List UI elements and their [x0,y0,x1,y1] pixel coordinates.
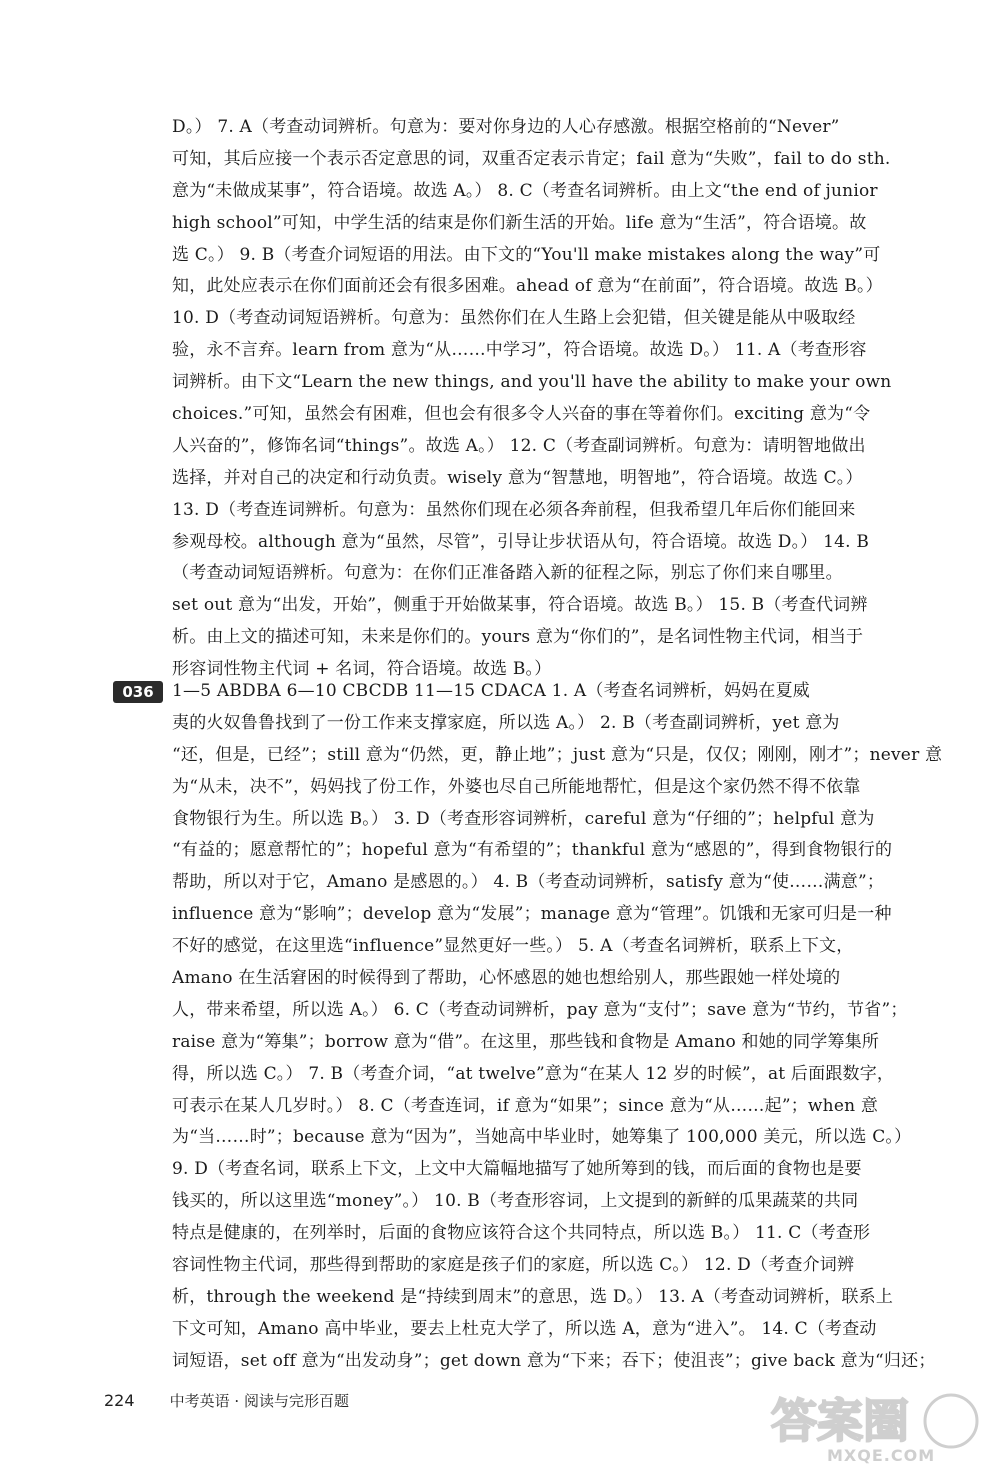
text-line: 人兴奋的”，修饰名词“things”。故选 A。） 12. C（考查副词辨析。句意为：请明智地做出 [172,435,866,456]
page-number: 224 [104,1391,135,1410]
text-line: 选择，并对自己的决定和行动负责。wisely 意为“智慧地，明智地”，符合语境。故选 C。） [172,467,863,488]
text-line: 可知，其后应接一个表示否定意思的词，双重否定表示肯定；fail 意为“失败”，fail to do sth. [172,148,891,169]
text-line: 知，此处应表示在你们面前还会有很多困难。ahead of 意为“在前面”，符合语境。故选 B。） [172,276,883,297]
text-line: 选 C。） 9. B（考查介词短语的用法。由下文的“You'll make mistakes along the way”可 [172,244,881,265]
text-line: 夷的火奴鲁鲁找到了一份工作来支撑家庭，所以选 A。） 2. B（考查副词辨析，yet 意为 [172,712,840,733]
text-line: 可表示在某人几岁时。） 8. C（考查连词，if 意为“如果”；since 意为“从……起”；when 意 [172,1095,879,1116]
text-line: 下文可知，Amano 高中毕业，要去上杜克大学了，所以选 A，意为“进入”。 14. C（考查动 [172,1318,877,1339]
text-line: raise 意为“筹集”；borrow 意为“借”。在这里，那些钱和食物是 Amano 和她的同学筹集所 [172,1031,880,1052]
answer-block-036 [172,676,942,1378]
section-badge: 036 [113,681,163,703]
text-line: “有益的；愿意帮忙的”；hopeful 意为“有希望的”；thankful 意为“感恩的”，得到食物银行的 [172,840,893,861]
text-line: 形容词性物主代词 + 名词，符合语境。故选 B。） [172,659,552,680]
watermark-logo [765,1385,985,1465]
text-line: set out 意为“出发，开始”，侧重于开始做某事，符合语境。故选 B。） 15. B（考查代词辨 [172,595,868,616]
watermark-url: MXQE.COM [827,1446,936,1465]
page-footer [104,1388,349,1414]
answer-block-035 [172,112,942,686]
text-line: Amano 在生活窘困的时候得到了帮助，心怀感恩的她也想给别人，那些跟她一样处境的 [172,968,841,989]
text-line: 钱买的，所以这里选“money”。） 10. B（考查形容词，上文提到的新鲜的瓜果蔬菜的共同 [172,1191,859,1212]
text-line: 词辨析。由下文“Learn the new things, and you'll have the ability to make your own [172,372,892,393]
text-line: D。） 7. A（考查动词辨析。句意为：要对你身边的人心存感激。根据空格前的“Never” [172,117,840,137]
text-line: 特点是健康的，在列举时，后面的食物应该符合这个共同特点，所以选 B。） 11. C（考查形 [172,1223,871,1244]
book-title: 中考英语 · 阅读与完形百题 [169,1392,349,1410]
text-line: 参观母校。although 意为“虽然，尽管”，引导让步状语从句，符合语境。故选 D。） 14. B [172,531,870,552]
text-line: 10. D（考查动词短语辨析。句意为：虽然你们在人生路上会犯错，但关键是能从中吸取经 [172,308,856,329]
text-line: 13. D（考查连词辨析。句意为：虽然你们现在必须各奔前程，但我希望几年后你们能回来 [172,499,856,520]
watermark-circle-icon [925,1395,977,1447]
text-line: 9. D（考查名词，联系上下文，上文中大篇幅地描写了她所筹到的钱，而后面的食物也是要 [172,1159,862,1180]
watermark-text: 答案圈 [771,1394,909,1448]
text-line: 人，带来希望，所以选 A。） 6. C（考查动词辨析，pay 意为“支付”；save 意为“节约，节省”； [172,999,908,1020]
text-line: 不好的感觉，在这里选“influence”显然更好一些。） 5. A（考查名词辨析，联系上下文， [172,936,854,957]
text-line: choices.”可知，虽然会有困难，但也会有很多令人兴奋的事在等着你们。exciting 意为“令 [172,404,871,425]
text-line: （考查动词短语辨析。句意为：在你们正准备踏入新的征程之际，别忘了你们来自哪里。 [172,563,843,584]
text-line: 1—5 ABDBA 6—10 CBCDB 11—15 CDACA 1. A（考查名词辨析，妈妈在夏威 [172,681,810,701]
text-line: 得，所以选 C。） 7. B（考查介词，“at twelve”意为“在某人 12 岁的时候”，at 后面跟数字， [172,1063,895,1084]
text-line: 为“当……时”；because 意为“因为”，当她高中毕业时，她筹集了 100,000 美元，所以选 C。） [172,1127,912,1148]
text-line: “还，但是，已经”；still 意为“仍然，更，静止地”；just 意为“只是，仅仅；刚刚，刚才”；never 意 [172,744,942,765]
text-line: 容词性物主代词，那些得到帮助的家庭是孩子们的家庭，所以选 C。） 12. D（考查介词辨 [172,1255,855,1276]
text-line: 食物银行为生。所以选 B。） 3. D（考查形容词辨析，careful 意为“仔细的”；helpful 意为 [172,808,875,829]
text-line: 析。由上文的描述可知，未来是你们的。yours 意为“你们的”，是名词性物主代词，相当于 [172,627,864,648]
text-line: 词短语，set off 意为“出发动身”；get down 意为“下来；吞下；使沮丧”；give back 意为“归还； [172,1350,936,1371]
text-line: 析，through the weekend 是“持续到周末”的意思，选 D。） 13. A（考查动词辨析，联系上 [172,1286,894,1307]
text-line: 为“从未，决不”，妈妈找了份工作，外婆也尽自己所能地帮忙，但是这个家仍然不得不依靠 [172,776,861,797]
text-line: influence 意为“影响”；develop 意为“发展”；manage 意为“管理”。饥饿和无家可归是一种 [172,904,892,925]
text-line: 意为“未做成某事”，符合语境。故选 A。） 8. C（考查名词辨析。由上文“the end of junior [172,180,878,201]
text-line: 验，永不言弃。learn from 意为“从……中学习”，符合语境。故选 D。） 11. A（考查形容 [172,340,867,361]
text-line: high school”可知，中学生活的结束是你们新生活的开始。life 意为“生活”，符合语境。故 [172,212,867,233]
text-line: 帮助，所以对于它，Amano 是感恩的。） 4. B（考查动词辨析，satisfy 意为“使……满意”； [172,872,885,893]
